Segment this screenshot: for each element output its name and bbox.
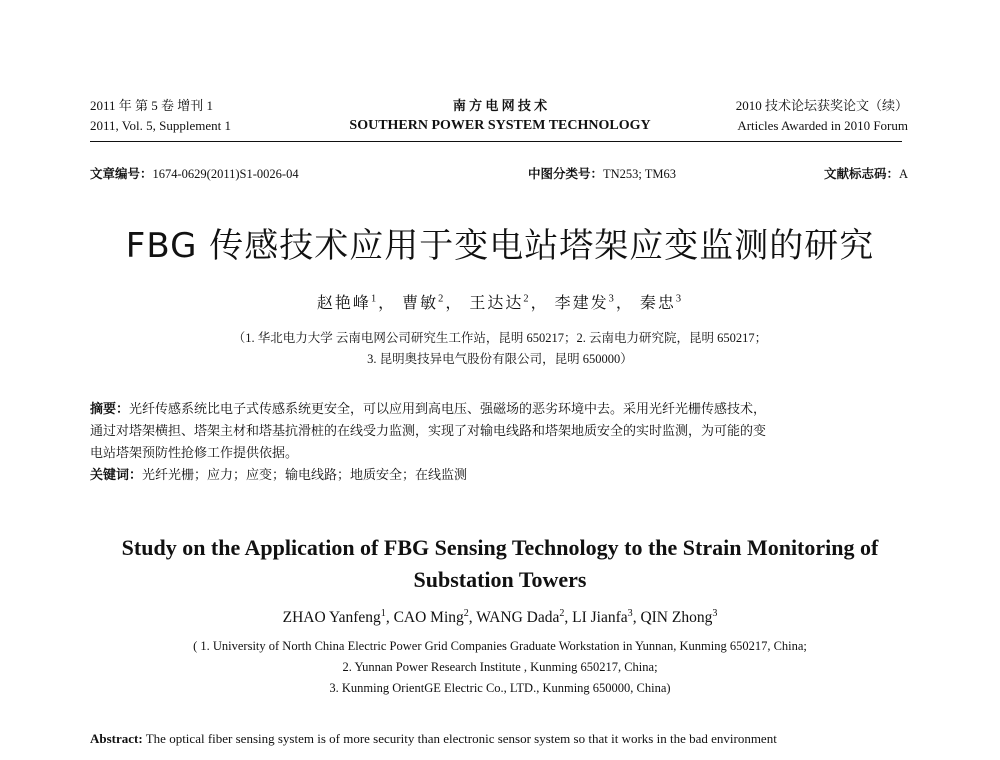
title-cn: FBG 传感技术应用于变电站塔架应变监测的研究 xyxy=(125,226,875,266)
document-code-label: 文献标志码： xyxy=(823,167,899,181)
title-en-line: Study on the Application of FBG Sensing Technology to the Strain Monitoring of xyxy=(121,535,879,560)
author-cn: 李建发 xyxy=(554,295,609,312)
title-en xyxy=(0,532,1000,596)
keywords-cn-value: 光纤光栅；应力；应变；输电线路；地质安全；在线监测 xyxy=(142,467,468,482)
header-section-cn: 2010 技术论坛获奖论文（续） xyxy=(735,98,908,113)
author-cn: 秦忠 xyxy=(639,295,676,312)
header-volume-en: 2011, Vol. 5, Supplement 1 xyxy=(90,118,231,133)
abstract-cn xyxy=(90,398,902,486)
abstract-cn-label: 摘要： xyxy=(90,401,130,416)
keywords-cn-label: 关键词： xyxy=(90,467,143,482)
author-cn: 王达达 xyxy=(469,295,524,312)
article-number xyxy=(90,164,299,182)
abstract-en-label: Abstract: xyxy=(90,731,143,746)
authors-cn: 赵艳峰$^1$， 曹敏$^2$， 王达达$^2$， 李建发$^3$， 秦忠$^3$ xyxy=(316,293,684,312)
affiliation-en-line: ( 1. University of North China Electric Power Grid Companies Graduate Workstation in Yunnan, Kunming 650217, China; xyxy=(193,639,807,653)
abstract-cn-line: 通过对塔架横担、塔架主材和塔基抗滑桩的在线受力监测，实现了对输电线路和塔架地质安全的实时监测，为可能的变 xyxy=(90,423,767,438)
article-number-label: 文章编号： xyxy=(90,167,153,181)
affiliation-en-line: 3. Kunming OrientGE Electric Co., LTD., Kunming 650000, China) xyxy=(329,681,671,695)
classification xyxy=(528,164,676,182)
header-volume-cn: 2011 年 第 5 卷 增刊 1 xyxy=(90,98,214,113)
author-cn: 曹敏 xyxy=(402,295,439,312)
keywords-cn xyxy=(90,464,902,486)
affiliation-en-line: 2. Yunnan Power Research Institute , Kunming 650217, China; xyxy=(342,660,658,674)
abstract-en xyxy=(90,731,910,747)
header-section-en: Articles Awarded in 2010 Forum xyxy=(737,118,908,133)
author-en: QIN Zhong xyxy=(640,609,713,626)
title-en-line: Substation Towers xyxy=(413,567,587,592)
article-number-value: 1674-0629(2011)S1-0026-04 xyxy=(152,167,299,181)
abstract-cn-line: 摘要：光纤传感系统比电子式传感系统更安全，可以应用到高电压、强磁场的恶劣环境中去。采用光纤光栅传感技术， xyxy=(90,401,767,416)
author-en: WANG Dada xyxy=(476,609,560,626)
header-rule xyxy=(90,141,902,142)
author-cn: 赵艳峰 xyxy=(316,295,371,312)
document-code xyxy=(824,164,908,182)
affiliation-cn-line: （1. 华北电力大学 云南电网公司研究生工作站，昆明 650217；2. 云南电力研究院，昆明 650217； xyxy=(232,331,768,345)
classification-value: TN253; TM63 xyxy=(603,167,677,181)
affiliation-cn-line: 3. 昆明奥技异电气股份有限公司，昆明 650000） xyxy=(367,352,633,366)
classification-label: 中图分类号： xyxy=(528,167,604,181)
author-en: LI Jianfa xyxy=(572,609,628,626)
authors-en: ZHAO Yanfeng$^1$, CAO Ming$^2$, WANG Dada$^2$, LI Jianfa$^3$, QIN Zhong$^3$ xyxy=(282,607,718,626)
header-journal-cn: 南 方 电 网 技 术 xyxy=(452,98,548,113)
header-journal-en: SOUTHERN POWER SYSTEM TECHNOLOGY xyxy=(349,118,651,133)
document-code-value: A xyxy=(898,167,908,181)
abstract-cn-line: 电站塔架预防性抢修工作提供依据。 xyxy=(90,445,299,460)
author-en: ZHAO Yanfeng xyxy=(282,609,381,626)
abstract-en-text: The optical fiber sensing system is of more security than electronic sensor system so that it works in the bad environment xyxy=(145,731,777,746)
author-en: CAO Ming xyxy=(393,609,464,626)
